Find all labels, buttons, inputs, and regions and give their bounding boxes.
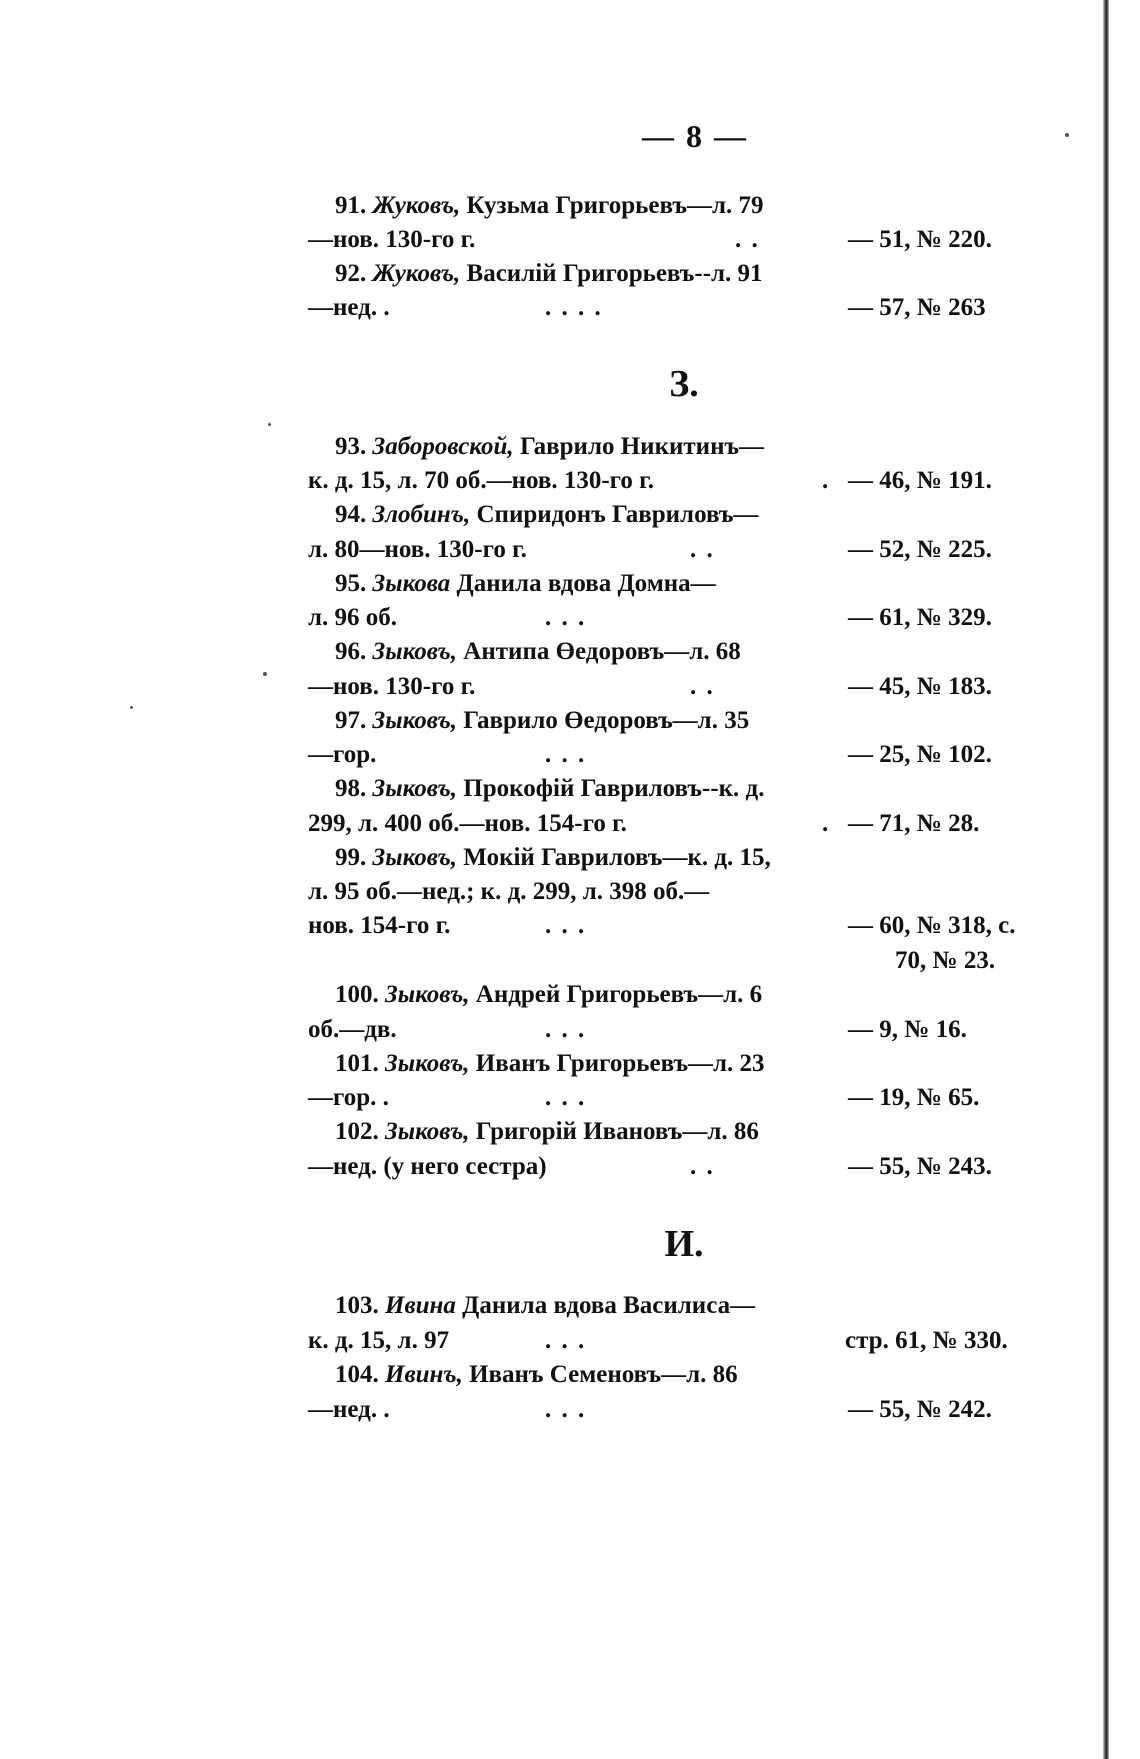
entry-102-line-1: 102. Зыковъ, Григорій Ивановъ—л. 86 bbox=[335, 1118, 759, 1145]
entry-number: 97 bbox=[335, 707, 360, 734]
entry-99-line-3 bbox=[0, 912, 1140, 950]
entry-surname: Ивина bbox=[385, 1292, 456, 1319]
leader-dots: . . bbox=[690, 673, 715, 700]
leader-dots: . . . bbox=[545, 741, 587, 768]
entry-text: —нед. . bbox=[308, 1396, 390, 1423]
entry-100-line-1: 100. Зыковъ, Андрей Григорьевъ—л. 6 bbox=[335, 981, 763, 1008]
entry-text: Григорій Ивановъ—л. 86 bbox=[475, 1118, 759, 1145]
entry-93-line-1: 93. Заборовской, Гаврило Никитинъ— bbox=[335, 433, 765, 460]
page-number: — 8 — bbox=[642, 118, 748, 154]
leader-dots: . . . bbox=[545, 912, 587, 939]
leader-dots: . . . bbox=[545, 604, 587, 631]
entry-reference: — 19, № 65. bbox=[848, 1084, 980, 1111]
entry-surname: Злобинъ, bbox=[372, 501, 471, 528]
leader-dots: . . bbox=[690, 536, 715, 563]
entry-surname: Зыковъ, bbox=[372, 707, 458, 734]
entry-number: 99 bbox=[335, 844, 360, 871]
entry-reference: — 9, № 16. bbox=[848, 1016, 967, 1043]
entry-reference: — 60, № 318, с. bbox=[848, 912, 1016, 939]
entry-reference: стр. 61, № 330. bbox=[845, 1327, 1008, 1354]
entry-number: 104 bbox=[335, 1361, 373, 1388]
entry-91-line-1: 91. Жуковъ, Кузьма Григорьевъ—л. 79 bbox=[335, 192, 764, 219]
entry-92-line-1: 92. Жуковъ, Василій Григорьевъ--л. 91 bbox=[335, 260, 763, 287]
entry-reference: — 52, № 225. bbox=[848, 536, 992, 563]
entry-reference: — 51, № 220. bbox=[848, 226, 992, 253]
entry-surname: Зыковъ, bbox=[385, 1118, 470, 1145]
leader-dots: . . . bbox=[545, 1327, 587, 1354]
entry-text: Антипа Өедоровъ—л. 68 bbox=[463, 638, 741, 665]
entry-94-line-2 bbox=[0, 536, 1140, 574]
entry-text: —нов. 130-го г. bbox=[308, 673, 476, 700]
entry-reference-continued: 70, № 23. bbox=[895, 947, 996, 974]
entry-text: Гаврило Никитинъ— bbox=[519, 433, 765, 460]
leader-dots: . . . bbox=[545, 1016, 587, 1043]
entry-text: Андрей Григорьевъ—л. 6 bbox=[475, 981, 763, 1008]
entry-text: нов. 154-го г. bbox=[308, 912, 451, 939]
entry-reference: — 57, № 263 bbox=[848, 294, 986, 321]
entry-104-line-2 bbox=[0, 1396, 1140, 1434]
leader-dots: . . . . bbox=[545, 294, 603, 321]
entry-text: Прокофій Гавриловъ--к. д. bbox=[463, 775, 765, 802]
entry-93-line-2 bbox=[0, 467, 1140, 505]
entry-surname: Зыковъ, bbox=[385, 981, 470, 1008]
entry-text: Гаврило Өедоровъ—л. 35 bbox=[463, 707, 750, 734]
entry-103-line-1: 103. Ивина Данила вдова Василиса— bbox=[335, 1292, 756, 1319]
entry-surname: Зыковъ, bbox=[372, 638, 458, 665]
entry-94-line-1: 94. Злобинъ, Спиридонъ Гавриловъ— bbox=[335, 501, 759, 528]
entry-reference: — 25, № 102. bbox=[848, 741, 992, 768]
entry-98-line-2 bbox=[0, 810, 1140, 848]
entry-number: 98 bbox=[335, 775, 360, 802]
entry-reference: — 61, № 329. bbox=[848, 604, 992, 631]
entry-reference: — 45, № 183. bbox=[848, 673, 992, 700]
entry-number: 102 bbox=[335, 1118, 373, 1145]
entry-number: 103 bbox=[335, 1292, 373, 1319]
entry-number: 101 bbox=[335, 1050, 373, 1077]
entry-92-line-2 bbox=[0, 294, 1140, 332]
leader-dots: . bbox=[822, 467, 831, 494]
entry-reference: — 55, № 242. bbox=[848, 1396, 992, 1423]
entry-number: 95 bbox=[335, 570, 360, 597]
entry-102-line-2 bbox=[0, 1153, 1140, 1191]
entry-text: —гор. . bbox=[308, 1084, 389, 1111]
entry-reference: — 46, № 191. bbox=[848, 467, 992, 494]
entry-surname: Зыковъ, bbox=[372, 844, 458, 871]
entry-surname: Жуковъ, bbox=[372, 192, 461, 219]
entry-number: 94 bbox=[335, 501, 360, 528]
entry-text: к. д. 15, л. 97 bbox=[308, 1327, 450, 1354]
entry-99-line-4 bbox=[0, 947, 1140, 985]
entry-99-line-2 bbox=[0, 878, 1140, 916]
entry-text: —гор. bbox=[308, 741, 377, 768]
entry-99-line-1: 99. Зыковъ, Мокій Гавриловъ—к. д. 15, bbox=[335, 844, 771, 871]
entry-text: л. 95 об.—нед.; к. д. 299, л. 398 об.— bbox=[308, 878, 710, 905]
entry-reference: — 71, № 28. bbox=[848, 810, 980, 837]
scan-speck bbox=[1065, 133, 1069, 137]
entry-surname: Ивинъ, bbox=[385, 1361, 463, 1388]
entry-surname: Заборовской, bbox=[372, 433, 514, 460]
entry-number: 93 bbox=[335, 433, 360, 460]
entry-text: —нед. (у него сестра) bbox=[308, 1153, 547, 1180]
entry-text: 299, л. 400 об.—нов. 154-го г. bbox=[308, 810, 627, 837]
entry-surname: Зыковъ, bbox=[385, 1050, 470, 1077]
entry-text: Данила вдова Домна— bbox=[456, 570, 716, 597]
entry-surname: Жуковъ, bbox=[372, 260, 461, 287]
entry-number: 92 bbox=[335, 260, 360, 287]
entry-text: Мокій Гавриловъ—к. д. 15, bbox=[463, 844, 771, 871]
entry-surname: Зыковъ, bbox=[372, 775, 458, 802]
entry-surname: Зыкова bbox=[372, 570, 451, 597]
entry-91-line-2 bbox=[0, 226, 1140, 264]
entry-text: —нов. 130-го г. bbox=[308, 226, 476, 253]
entry-text: Иванъ Григорьевъ—л. 23 bbox=[475, 1050, 765, 1077]
entry-text: Иванъ Семеновъ—л. 86 bbox=[469, 1361, 738, 1388]
entry-number: 96 bbox=[335, 638, 360, 665]
entry-100-line-2 bbox=[0, 1016, 1140, 1054]
leader-dots: . . . bbox=[545, 1396, 587, 1423]
entry-reference: — 55, № 243. bbox=[848, 1153, 992, 1180]
section-letter-i: И. bbox=[664, 1223, 704, 1265]
entry-number: 91 bbox=[335, 192, 360, 219]
entry-96-line-1: 96. Зыковъ, Антипа Өедоровъ—л. 68 bbox=[335, 638, 741, 665]
scan-speck bbox=[268, 423, 271, 426]
entry-95-line-1: 95. Зыкова Данила вдова Домна— bbox=[335, 570, 716, 597]
entry-97-line-2 bbox=[0, 741, 1140, 779]
entry-101-line-1: 101. Зыковъ, Иванъ Григорьевъ—л. 23 bbox=[335, 1050, 765, 1077]
entry-text: —нед. . bbox=[308, 294, 390, 321]
entry-104-line-1: 104. Ивинъ, Иванъ Семеновъ—л. 86 bbox=[335, 1361, 738, 1388]
entry-text: л. 80—нов. 130-го г. bbox=[308, 536, 527, 563]
leader-dots: . bbox=[822, 810, 831, 837]
entry-number: 100 bbox=[335, 981, 373, 1008]
leader-dots: . . . bbox=[545, 1084, 587, 1111]
entry-text: Василій Григорьевъ--л. 91 bbox=[466, 260, 763, 287]
entry-text: Кузьма Григорьевъ—л. 79 bbox=[466, 192, 764, 219]
entry-text: об.—дв. bbox=[308, 1016, 397, 1043]
entry-103-line-2 bbox=[0, 1327, 1140, 1365]
leader-dots: . . bbox=[735, 226, 760, 253]
entry-95-line-2 bbox=[0, 604, 1140, 642]
entry-98-line-1: 98. Зыковъ, Прокофій Гавриловъ--к. д. bbox=[335, 775, 765, 802]
entry-97-line-1: 97. Зыковъ, Гаврило Өедоровъ—л. 35 bbox=[335, 707, 750, 734]
entry-96-line-2 bbox=[0, 673, 1140, 711]
section-letter-z: З. bbox=[669, 363, 699, 405]
leader-dots: . . bbox=[690, 1153, 715, 1180]
entry-text: Данила вдова Василиса— bbox=[462, 1292, 756, 1319]
entry-text: к. д. 15, л. 70 об.—нов. 130-го г. bbox=[308, 467, 654, 494]
entry-101-line-2 bbox=[0, 1084, 1140, 1122]
entry-text: л. 96 об. bbox=[308, 604, 398, 631]
entry-text: Спиридонъ Гавриловъ— bbox=[476, 501, 759, 528]
